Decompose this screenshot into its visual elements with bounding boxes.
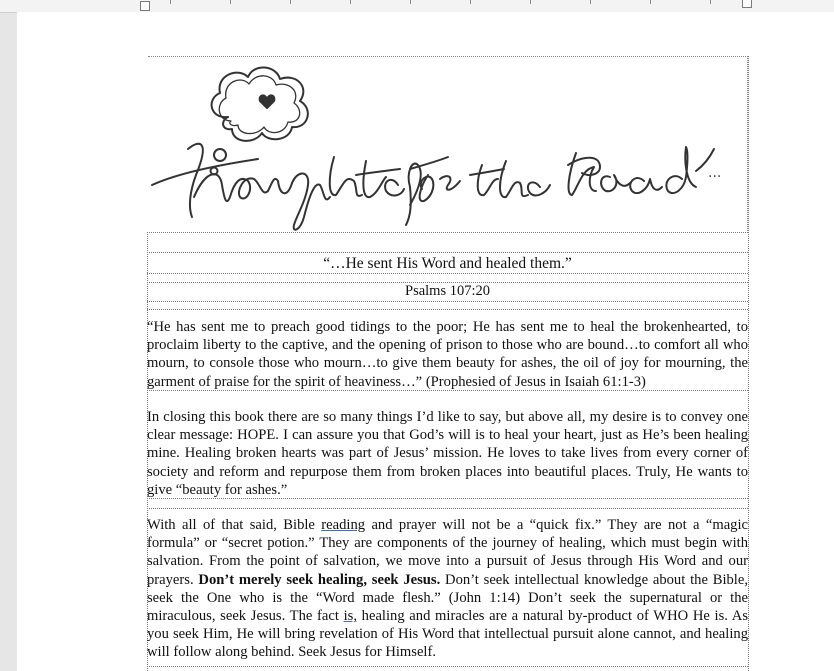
header-logo <box>148 56 748 231</box>
closing-text: In closing this book there are so many things I’d like to say, but above all, my desire is to convey one clear message: HOPE. I can assure you that God’s will is to heal your heart, just as He’s been healing mine. Healing broken hearts was part of Jesus’ mission. He loves to take lives from every corner of society and reform and repurpose them from broken places into beautiful places. Truly, He wants to give “beauty for ashes.” <box>147 409 748 498</box>
text-run-underlined: is, <box>343 608 357 625</box>
ruler-tick <box>650 0 651 4</box>
ruler-tick <box>350 0 351 4</box>
seek-jesus-paragraph[interactable] <box>147 516 748 662</box>
ruler-tick <box>710 0 711 4</box>
isaiah-paragraph[interactable] <box>147 318 748 391</box>
ruler-tick <box>530 0 531 4</box>
left-indent-marker[interactable] <box>140 1 150 11</box>
table-border-line <box>147 273 748 274</box>
ruler-tick <box>230 0 231 4</box>
ruler-tick <box>470 0 471 4</box>
table-border-line <box>147 252 748 253</box>
text-run-bold: Don’t merely seek healing, seek Jesus. <box>198 571 441 588</box>
quote-cell[interactable] <box>147 254 748 272</box>
ruler-tick <box>170 0 171 4</box>
text-run-underlined: reading <box>321 517 366 533</box>
thought-cloud-logo <box>148 57 748 232</box>
text-run: Don’t seek intellectual knowledge about the Bible, seek the One who is the “Word made flesh.” (John 1:14) Don’t seek the supernatural or the miraculous, seek Jesus. The fact <box>147 571 748 625</box>
seek-jesus-text <box>147 516 748 662</box>
table-border-line <box>147 301 748 302</box>
scripture-reference: Psalms 107:20 <box>405 283 490 299</box>
isaiah-text: “He has sent me to preach good tidings to the poor; He has sent me to heal the brokenhearted, to proclaim liberty to the captive, and the opening of prison to those who are bound…to comfort all who mourn, to console those who mourn…to give them beauty for ashes, the oil of joy for mourning, the garment of praise for the spirit of heaviness…” (Prophesied of Jesus in Isaiah 61:1-3) <box>147 319 748 390</box>
text-run: healing and miracles are a natural by-product of WHO He is. As you seek Him, He will bring revelation of His Word that intellectual pursuit alone cannot, and healing will follow along behind. Seek Jesus for Himself. <box>147 608 749 661</box>
text-run: and prayer will not be a “quick fix.” They are not a “magic formula” or “secret potion.” They are components of the journey of healing, which must begin with salvation. From the point of salvation, we move into a pursuit of Jesus through His Word and our prayers. <box>147 517 748 588</box>
table-border-line <box>147 309 748 310</box>
ruler-tick <box>410 0 411 4</box>
logo-ellipsis: ... <box>708 165 722 181</box>
table-border-line <box>147 666 748 667</box>
right-indent-marker[interactable] <box>742 0 752 8</box>
table-border-line <box>147 508 748 509</box>
closing-paragraph[interactable] <box>147 408 748 499</box>
table-border-line <box>147 232 748 233</box>
scripture-quote: “…He sent His Word and healed them.” <box>323 255 572 272</box>
reference-cell[interactable] <box>147 283 748 300</box>
right-margin-guide <box>748 56 749 671</box>
text-run: With all of that said, Bible <box>147 517 322 533</box>
ruler-tick <box>290 0 291 4</box>
ruler-tick <box>590 0 591 4</box>
